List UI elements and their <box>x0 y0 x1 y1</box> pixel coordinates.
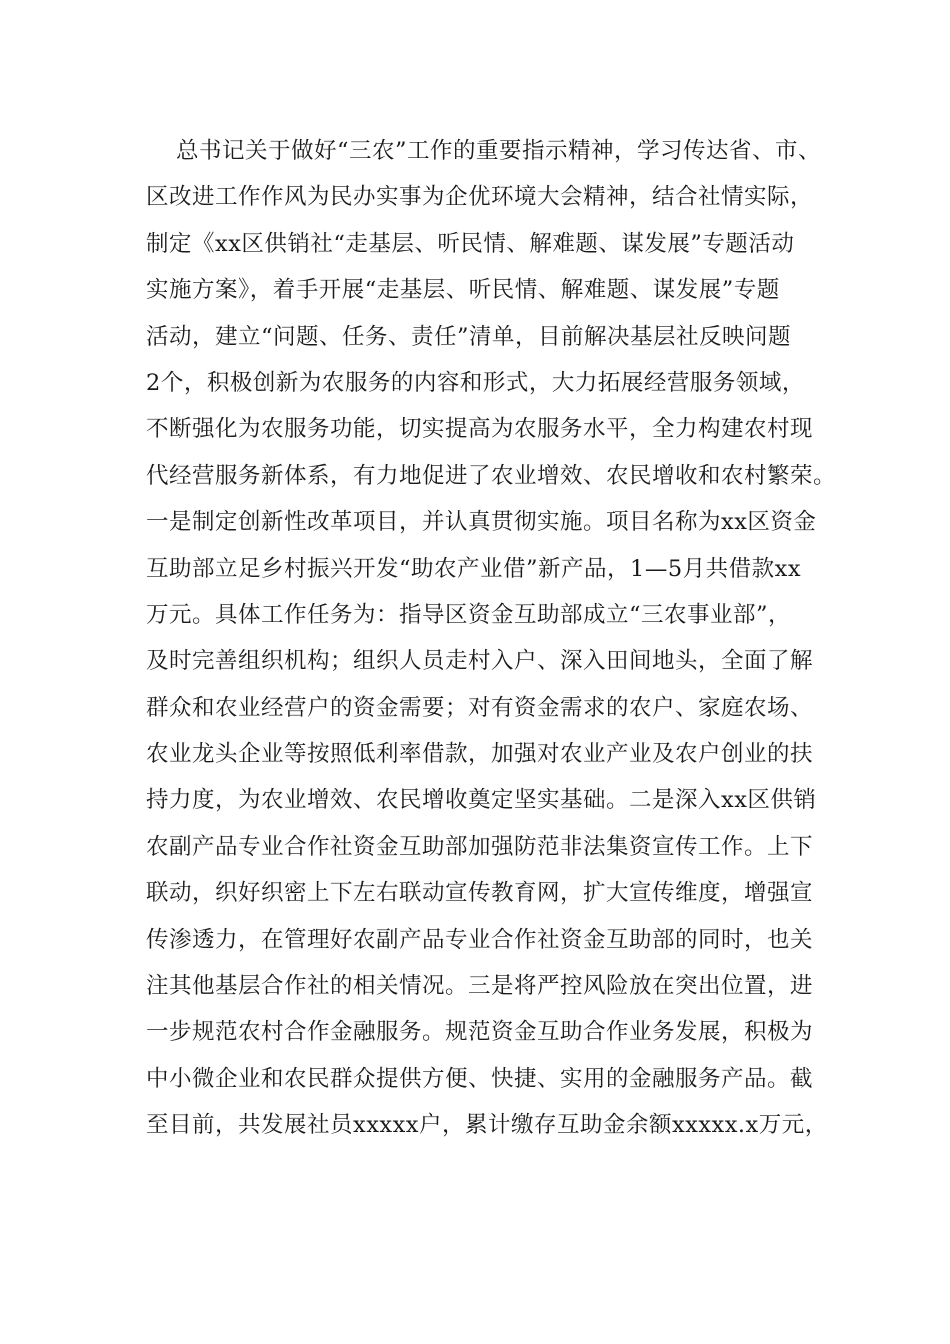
text-line: 联动，织好织密上下左右联动宣传教育网，扩大宣传维度，增强宣 <box>146 880 814 907</box>
text-line: 活动，建立“问题、任务、责任”清单，目前解决基层社反映问题 <box>146 323 792 350</box>
body-text <box>146 128 837 1149</box>
text-line: 一步规范农村合作金融服务。规范资金互助合作业务发展，积极为 <box>146 1019 814 1046</box>
text-line: 2个，积极创新为农服务的内容和形式，大力拓展经营服务领域， <box>146 369 805 396</box>
text-line: 农副产品专业合作社资金互助部加强防范非法集资宣传工作。上下 <box>146 833 814 860</box>
text-line: 传渗透力，在管理好农副产品专业合作社资金互助部的同时，也关 <box>146 926 814 953</box>
text-line: 不断强化为农服务功能，切实提高为农服务水平，全力构建农村现 <box>146 416 814 443</box>
text-line: 区改进工作作风为民办实事为企优环境大会精神，结合社情实际， <box>146 184 814 211</box>
text-line: 一是制定创新性改革项目，并认真贯彻实施。项目名称为xx区资金 <box>146 509 817 536</box>
text-line: 实施方案》，着手开展“走基层、听民情、解难题、谋发展”专题 <box>146 277 780 304</box>
text-line: 制定《xx区供销社“走基层、听民情、解难题、谋发展”专题活动 <box>146 230 795 257</box>
text-line: 中小微企业和农民群众提供方便、快捷、实用的金融服务产品。截 <box>146 1065 814 1092</box>
text-line: 万元。具体工作任务为：指导区资金互助部成立“三农事业部”， <box>146 601 792 628</box>
text-line: 代经营服务新体系，有力地促进了农业增效、农民增收和农村繁荣。 <box>146 462 837 489</box>
text-line: 互助部立足乡村振兴开发“助农产业借”新产品，1—5月共借款xx <box>146 555 802 582</box>
text-line: 农业龙头企业等按照低利率借款，加强对农业产业及农户创业的扶 <box>146 741 814 768</box>
text-line: 群众和农业经营户的资金需要；对有资金需求的农户、家庭农场、 <box>146 694 814 721</box>
text-line: 注其他基层合作社的相关情况。三是将严控风险放在突出位置，进 <box>146 973 814 1000</box>
text-line: 持力度，为农业增效、农民增收奠定坚实基础。二是深入xx区供销 <box>146 787 817 814</box>
text-line: 及时完善组织机构；组织人员走村入户、深入田间地头，全面了解 <box>146 648 814 675</box>
text-line: 至目前，共发展社员xxxxx户，累计缴存互助金余额xxxxx.x万元， <box>146 1112 828 1139</box>
text-line: 总书记关于做好“三农”工作的重要指示精神，学习传达省、市、 <box>176 138 822 164</box>
